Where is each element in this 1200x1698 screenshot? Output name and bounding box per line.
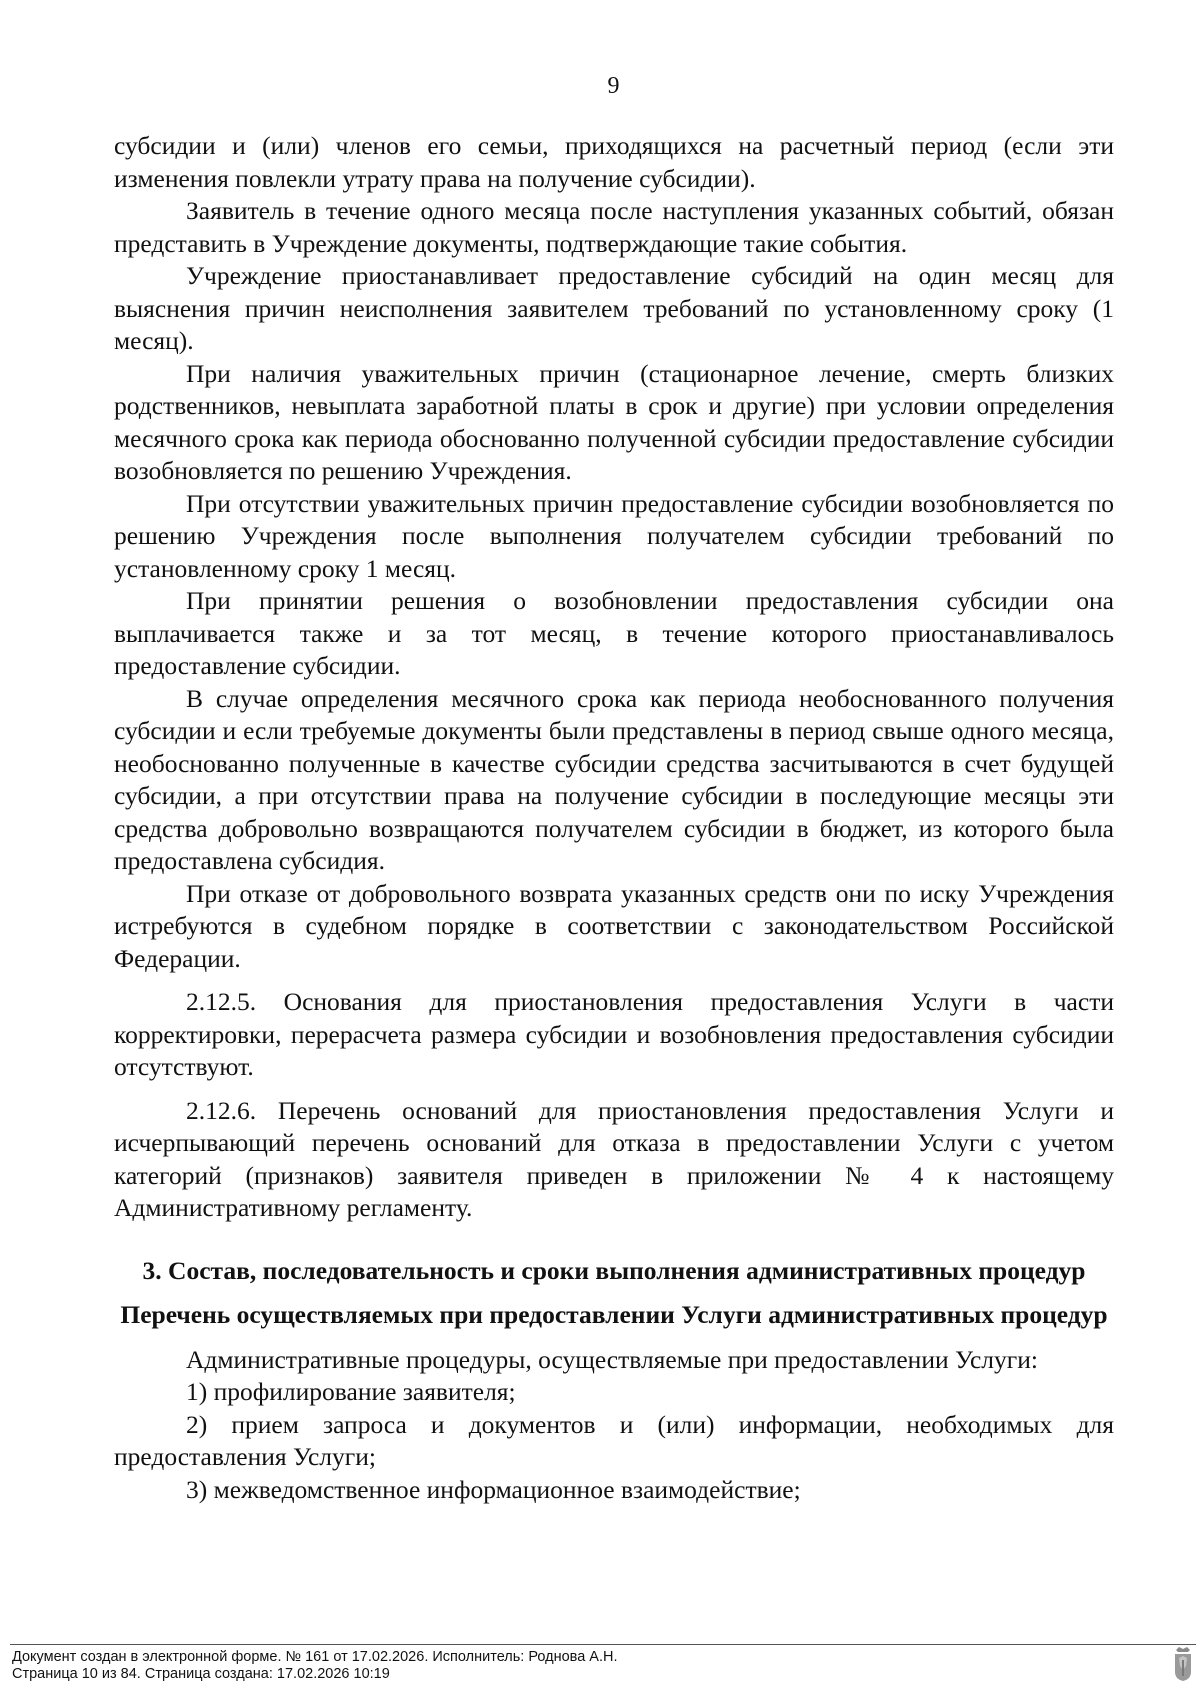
paragraph-no-valid-reasons: При отсутствии уважительных причин предоставление субсидии возобновляется по решению Учреждения после выполнения получателем субсидии требований по установленному сроку 1 месяц. (114, 488, 1114, 583)
paragraph-valid-reasons: При наличия уважительных причин (стационарное лечение, смерть близких родственников, невыплата заработной платы в срок и другие) при условии определения месячного срока как периода обоснованно полученной субсидии предоставление субсидии возобновляется по решению Учреждения. (114, 358, 1114, 485)
procedures-list-heading: Перечень осуществляемых при предоставлении Услуги административных процедур (120, 1300, 1108, 1329)
paragraph-2-12-6: 2.12.6. Перечень оснований для приостановления предоставления Услуги и исчерпывающий перечень оснований для отказа в предоставлении Услуги с учетом категорий (признаков) заявителя приведен в приложении № 4 к настоящему Административному регламенту. (114, 1095, 1114, 1222)
section-3-heading: 3. Состав, последовательность и сроки выполнения административных процедур (142, 1255, 1086, 1285)
procedure-item-2: 2) прием запроса и документов и (или) информации, необходимых для предоставления Услуги; (114, 1409, 1114, 1471)
procedures-intro: Административные процедуры, осуществляемые при предоставлении Услуги: (186, 1344, 1038, 1374)
page-number: 9 (607, 73, 620, 99)
procedure-item-1: 1) профилирование заявителя; (186, 1377, 516, 1406)
footer-page-info: Страница 10 из 84. Страница создана: 17.02.2026 10:19 (12, 1666, 390, 1682)
paragraph-court-recovery: При отказе от добровольного возврата указанных средств они по иску Учреждения истребуются в судебном порядке в соответствии с законодательством Российской Федерации. (114, 878, 1114, 973)
paragraph-resumption: При принятии решения о возобновлении предоставления субсидии она выплачивается также и за тот месяц, в течение которого приостанавливалось предоставление субсидии. (114, 586, 1114, 680)
paragraph-continuation: субсидии и (или) членов его семьи, приходящихся на расчетный период (если эти изменения повлекли утрату права на получение субсидии). (114, 131, 1114, 193)
paragraph-applicant-obligation: Заявитель в течение одного месяца после наступления указанных событий, обязан представить в Учреждение документы, подтверждающие такие события. (114, 196, 1114, 258)
document-body (114, 130, 1114, 1506)
coat-of-arms-icon (1173, 1646, 1193, 1682)
footer (12, 1649, 618, 1683)
procedure-item-3: 3) межведомственное информационное взаимодействие; (186, 1474, 801, 1504)
paragraph-unjustified-subsidy: В случае определения месячного срока как периода необоснованного получения субсидии и если требуемые документы были представлены в период свыше одного месяца, необоснованно полученные в качестве субсидии средства засчитываются в счет будущей субсидии, а при отсутствии права на получение субсидии в последующие месяцы эти средства добровольно возвращаются получателем субсидии в бюджет, из которого была предоставлена субсидия. (114, 683, 1114, 875)
footer-divider (10, 1644, 1196, 1645)
paragraph-2-12-5: 2.12.5. Основания для приостановления предоставления Услуги в части корректировки, перерасчета размера субсидии и возобновления предоставления субсидии отсутствуют. (114, 987, 1114, 1081)
footer-document-info: Документ создан в электронной форме. № 161 от 17.02.2026. Исполнитель: Роднова А.Н. (12, 1649, 618, 1665)
paragraph-suspension: Учреждение приостанавливает предоставление субсидий на один месяц для выяснения причин неисполнения заявителем требований по установленному сроку (1 месяц). (114, 261, 1114, 355)
